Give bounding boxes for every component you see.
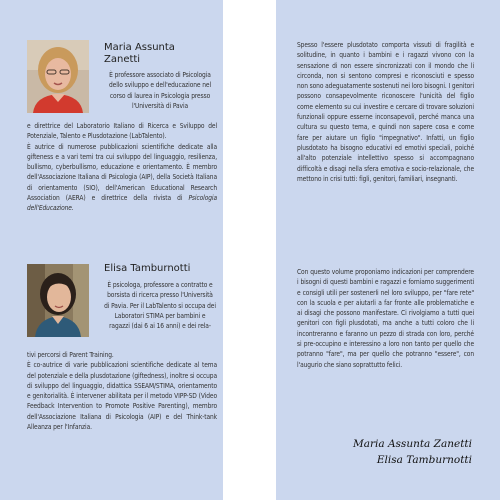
portrait-woman-blonde-icon [27,40,89,113]
author1-bio-side: È professore associato di Psicologia dello sviluppo e dell'educazione nel corso di laurea in Psicologia presso l'Università di Pavia [108,71,212,110]
author2-photo [27,264,89,337]
author1-bio-publications: È autrice di numerose pubblicazioni scientifiche dedicate alla gifteness e a vari temi tra cui sviluppo del linguaggio, resilienza, bullismo, cyberbullismo, educazione e orientamento. È membro dell'Associazione Italiana di Psicologia (AIP), della Società Italiana di orientamento (SIO), dell'American Educational Research Association (AERA) e direttrice della rivista di [27,142,217,203]
author2-bio-side: È psicologa, professore a contratto e borsista di ricerca presso l'Università di Pavia. Per il LabTalento si occupa dei Laboratori STIMA per bambini e ragazzi (dai 6 ai 16 anni) e dei rela- [104,281,216,331]
author1-bio-continued: e direttrice del Laboratorio Italiano di Ricerca e Sviluppo del Potenziale, Talento e Plusdotazione (LabTalento). [27,122,217,141]
author1-name-line2: Zanetti [104,54,141,65]
author2-bio-full [27,350,217,432]
author1-bio-full [27,121,217,214]
body-paragraph-2: Con questo volume proponiamo indicazioni per comprendere i bisogni di questi bambini e ragazzi e forniamo suggerimenti e consigli utili per sostenerli nel loro sviluppo, per "fare rete" con la scuola e per aiutarli a far fronte alle problematiche e ai disagi che possono manifestare. Ci rivolgiamo a tutti quei genitori con figli plusdotati, ma anche a tutti coloro che li incontreranno e faranno un pezzo di strada con loro, perché si pre-occupino e interessino a loro non tanto per quello che potranno "fare", ma per quello che potranno "essere", con l'augurio che siano soprattutto felici. [297,268,474,369]
author1-journal-title: Psicologia dell'Educazione. [27,194,217,213]
author1-photo [27,40,89,113]
left-panel [0,0,223,500]
author1-name-line1: Maria Assunta [104,42,175,53]
signature-author2: Elisa Tamburnotti [376,454,472,466]
author2-bio-continued: tivi percorsi di Parent Training. [27,351,114,359]
signature-author1: Maria Assunta Zanetti [352,438,472,450]
author2-name: Elisa Tamburnotti [104,263,191,274]
author2-bio-publications: È co-autrice di varie pubblicazioni scientifiche dedicate al tema del potenziale e della plusdotazione (giftedness), inoltre si occupa di sviluppo del linguaggio, didattica SSEAM/STIMA, orientamento e genitorialità. È intervener abilitata per il metodo VIPP-SD (Video Feedback Intervention to Promote Positive Parenting), membro dell'Associazione Italiana di Psicologia (AIP) e del Think-tank Alleanza per l'Infanzia. [27,361,217,432]
author1-name [104,42,218,66]
portrait-woman-dark-hair-icon [27,264,89,337]
body-paragraph-1: Spesso l'essere plusdotato comporta vissuti di fragilità e solitudine, in quanto i bambini e i ragazzi vivono con la sensazione di non essere sincronizzati con il mondo che li circonda, non si sentono compresi e riconosciuti e spesso non sono adeguatamente sostenuti nei loro bisogni. I genitori possono consapevolmente riconoscere l'unicità del figlio come elemento su cui investire e cercare di trovare soluzioni funzionali oppure esserne inconsapevoli, perché manca una cultura su questo tema, e quindi non sapere cosa e come fare per aiutare un figlio "impegnativo". Infatti, un figlio plusdotato ha bisogno educativi ed emotivi speciali, poiché all'alto potenziale intellettivo spesso si accompagnano difficoltà e disagi nella sfera emotiva e socio-relazionale, che mettono in crisi tutti: figli, genitori, familiari, insegnanti. [297,41,474,183]
